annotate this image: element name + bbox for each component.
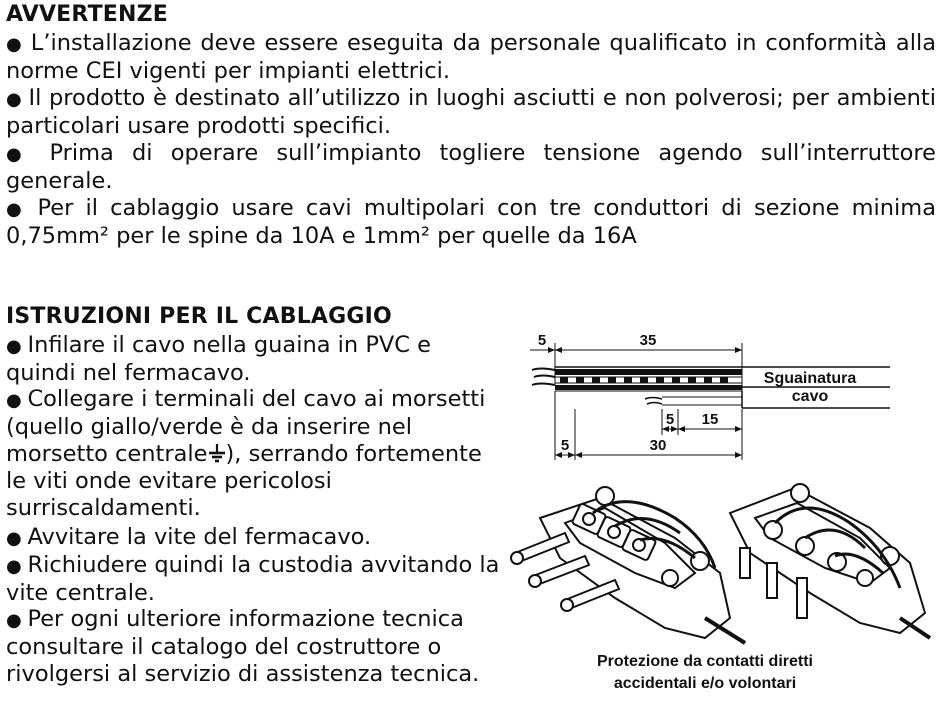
caption-line2: accidentali e/o volontari — [613, 675, 797, 692]
wiring-item-3: ● Avvitare la vite del fermacavo. — [6, 524, 506, 552]
cable-stripping-diagram — [520, 325, 900, 470]
wiring-item-1: ● Infilare il cavo nella guaina in PVC e quindi nel fermacavo. — [6, 332, 506, 387]
dim-top-small: 5 — [537, 332, 547, 349]
plug-illustration-left — [511, 487, 745, 643]
plug-illustrations — [505, 478, 935, 646]
wiring-item-2 — [6, 386, 506, 522]
dim-mid-small: 5 — [665, 411, 675, 428]
warning-item-4: ● Per il cablaggio usare cavi multipolari con tre conduttori di sezione minima 0,75mm² per le spine da 10A e 1mm² per quelle da 16A — [6, 195, 936, 250]
ground-icon — [208, 443, 226, 463]
dim-mid-large: 15 — [701, 411, 719, 428]
warning-item-1: ● L’installazione deve essere eseguita da personale qualificato in conformità alla norme CEI vigenti per impianti elettrici. — [6, 30, 936, 85]
dim-bottom-small: 5 — [560, 437, 570, 454]
wiring-item-4: ● Richiudere quindi la custodia avvitando la vite centrale. — [6, 552, 506, 607]
plug-caption — [555, 651, 855, 695]
plug-illustration-right — [730, 484, 930, 638]
warning-item-2: ● Il prodotto è destinato all’utilizzo in luoghi asciutti e non polverosi; per ambienti particolari usare prodotti specifici. — [6, 85, 936, 140]
wiring-item-2-tail: ), serrando fortemente le viti onde evitare pericolosi surriscaldamenti. — [6, 441, 482, 521]
stripping-label-line2: cavo — [791, 388, 829, 405]
caption-line1: Protezione da contatti diretti — [596, 653, 813, 670]
stripping-label-line1: Sguainatura — [763, 370, 857, 387]
warnings-title: AVVERTENZE — [6, 2, 168, 27]
dim-bottom-large: 30 — [649, 437, 667, 454]
wiring-item-2-text: ● Collegare i terminali del cavo ai morsetti (quello giallo/verde è da inserire nel morsetto centrale — [6, 386, 485, 467]
wiring-item-5: ● Per ogni ulteriore informazione tecnica consultare il catalogo del costruttore o rivolgersi al servizio di assistenza tecnica. — [6, 606, 506, 688]
dim-top-large: 35 — [639, 332, 657, 349]
wiring-title: ISTRUZIONI PER IL CABLAGGIO — [6, 304, 392, 329]
warning-item-3: ● Prima di operare sull’impianto togliere tensione agendo sull’interruttore generale. — [6, 140, 936, 195]
